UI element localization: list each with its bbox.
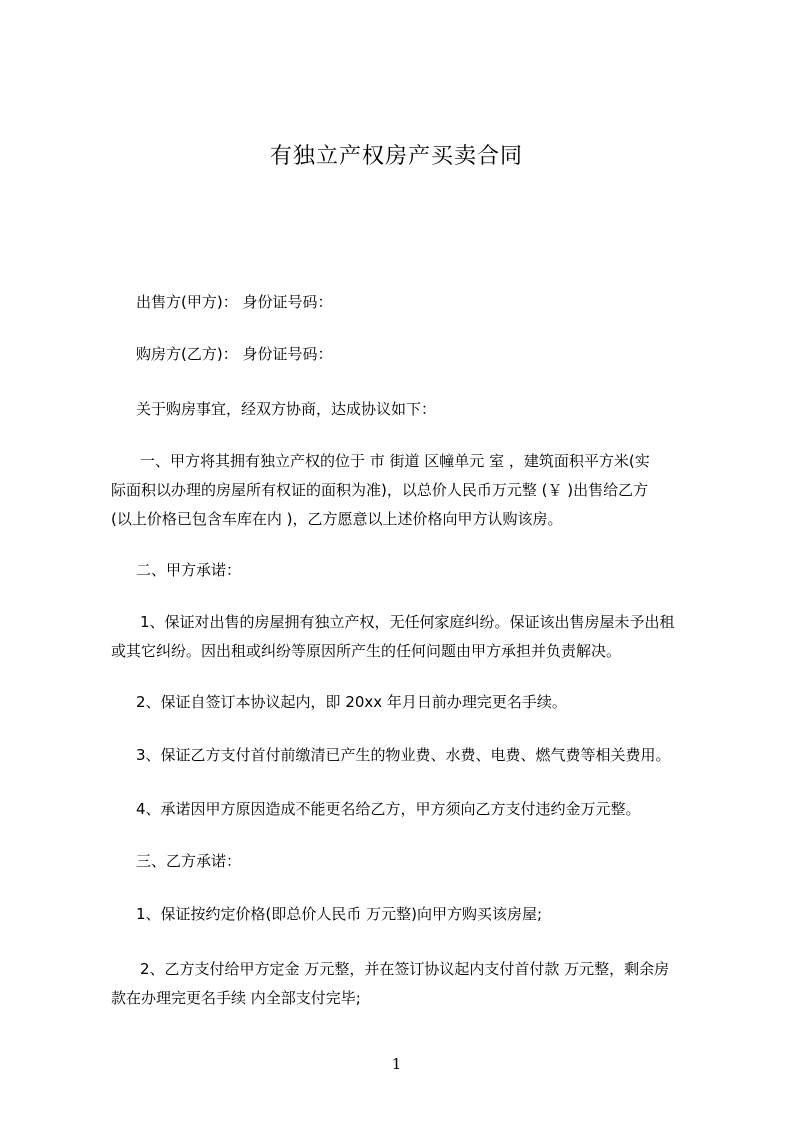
intro-paragraph: 关于购房事宜，经双方协商，达成协议如下： <box>136 400 437 418</box>
section-2-item-4: 4、承诺因甲方原因造成不能更名给乙方，甲方须向乙方支付违约金万元整。 <box>136 800 641 818</box>
page-number: 1 <box>391 1055 402 1073</box>
section-2-item-3: 3、保证乙方支付首付前缴清已产生的物业费、水费、电费、燃气费等相关费用。 <box>136 746 671 764</box>
section-3-item-2-line: 款在办理完更名手续 内全部支付完毕; <box>111 989 361 1007</box>
section-3-item-1: 1、保证按约定价格(即总价人民币 万元整)向甲方购买该房屋; <box>136 905 543 923</box>
seller-line: 出售方(甲方)： 身份证号码： <box>136 293 333 311</box>
section-3-item-2-line: 2、乙方支付给甲方定金 万元整，并在签订协议起内支付首付款 万元整，剩余房 <box>140 960 670 978</box>
section-2-item-2: 2、保证自签订本协议起内，即 20xx 年月日前办理完更名手续。 <box>136 693 567 711</box>
section-2-item-1-line: 1、保证对出售的房屋拥有独立产权，无任何家庭纠纷。保证该出售房屋未予出租 <box>140 613 675 631</box>
document-title: 有独立产权房产买卖合同 <box>269 144 523 169</box>
section-3-item-2 <box>111 955 711 1013</box>
buyer-line: 购房方(乙方)： 身份证号码： <box>136 345 333 363</box>
section-2-heading: 二、甲方承诺： <box>136 561 242 579</box>
section-2-item-1-line: 或其它纠纷。因出租或纠纷等原因所产生的任何问题由甲方承担并负责解决。 <box>111 642 622 660</box>
clause-1-line: (以上价格已包含车库在内 )，乙方愿意以上述价格向甲方认购该房。 <box>111 510 563 528</box>
section-3-heading: 三、乙方承诺： <box>136 852 242 870</box>
clause-1-line: 际面积以办理的房屋所有权证的面积为准)，以总价人民币万元整 (￥ )出售给乙方 <box>111 481 649 499</box>
clause-1-line: 一、甲方将其拥有独立产权的位于 市 街道 区幢单元 室 ，建筑面积平方米(实 <box>140 452 650 470</box>
section-2-item-1 <box>111 608 711 666</box>
clause-1-paragraph <box>111 447 711 534</box>
